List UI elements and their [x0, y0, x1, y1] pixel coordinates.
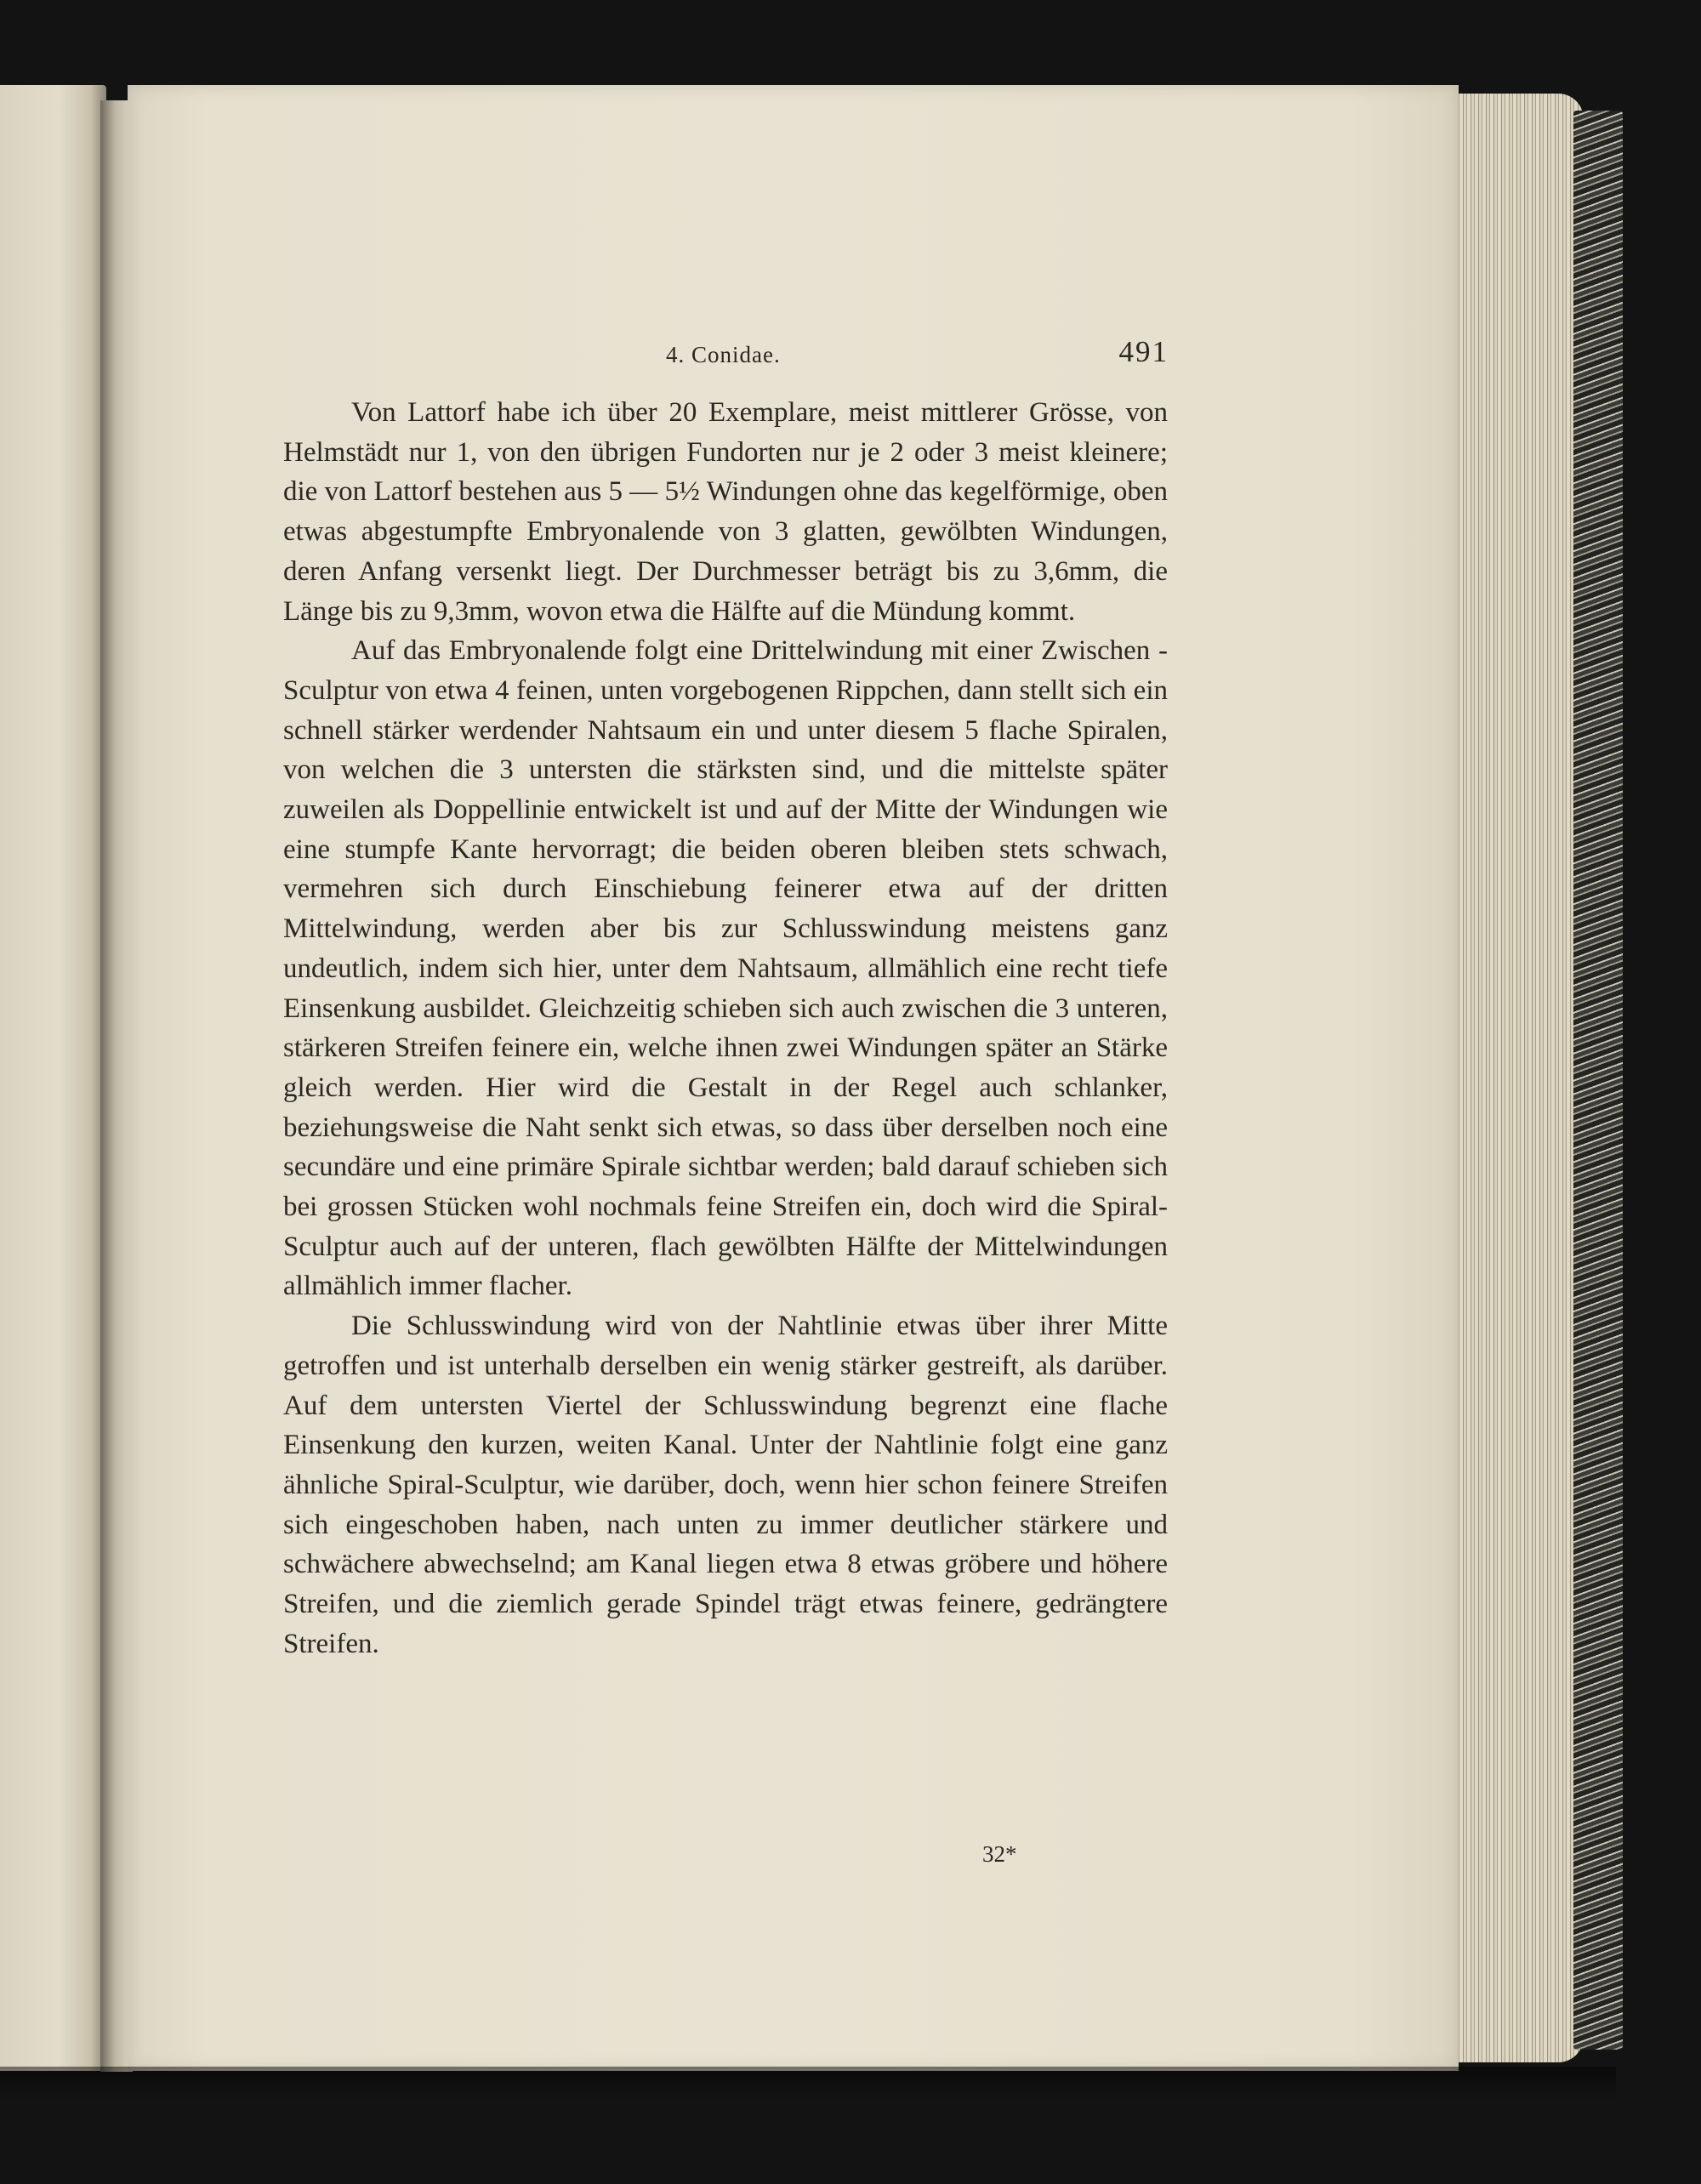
printer-signature: 32* [982, 1841, 1017, 1867]
paragraph-1: Von Lattorf habe ich über 20 Exemplare, meist mittlerer Grösse, von Helmstädt nur 1, von den übrigen Fundorten nur je 2 oder 3 meist kleinere; die von Lattorf bestehen aus 5 — 5½ Windungen ohne das kegelförmige, oben etwas abgestumpfte Embryonalende von 3 glatten, gewölbten Windungen, deren Anfang versenkt liegt. Der Durchmesser beträgt bis zu 3,6mm, die Länge bis zu 9,3mm, wovon etwa die Hälfte auf die Mündung kommt. [283, 397, 1168, 627]
page-stack-edges [1456, 94, 1584, 2062]
body-text [283, 393, 1168, 1664]
marbled-cover-edge [1573, 111, 1623, 2050]
running-title: 4. Conidae. [666, 342, 781, 367]
page-number: 491 [1118, 335, 1169, 368]
left-page-edge [0, 85, 106, 2071]
page-header [279, 330, 1169, 381]
bottom-shadow [0, 2067, 1616, 2101]
paragraph-2: Auf das Embryonalende folgt eine Drittelwindung mit einer Zwischen - Sculptur von etwa 4 feinen, unten vorgebogenen Rippchen, dann stellt sich ein schnell stärker werdender Nahtsaum ein und unter diesem 5 flache Spiralen, von welchen die 3 untersten die stärksten sind, und die mittelste später zuweilen als Doppellinie entwickelt ist und auf der Mitte der Windungen wie eine stumpfe Kante hervorragt; die beiden oberen bleiben stets schwach, vermehren sich durch Einschiebung feinerer etwa auf der dritten Mittelwindung, werden aber bis zur Schlusswindung meistens ganz undeutlich, indem sich hier, unter dem Nahtsaum, allmählich eine recht tiefe Einsenkung ausbildet. Gleichzeitig schieben sich auch zwischen die 3 unteren, stärkeren Streifen feinere ein, welche ihnen zwei Windungen später an Stärke gleich werden. Hier wird die Gestalt in der Regel auch schlanker, beziehungsweise die Naht senkt sich etwas, so dass über derselben noch eine secundäre und eine primäre Spirale sichtbar werden; bald darauf schieben sich bei grossen Stücken wohl nochmals feine Streifen ein, doch wird die Spiral-Sculptur auch auf der unteren, flach gewölbten Hälfte der Mittelwindungen allmählich immer flacher. [283, 635, 1168, 1302]
paragraph-3: Die Schlusswindung wird von der Nahtlinie etwas über ihrer Mitte getroffen und ist unterhalb derselben ein wenig stärker gestreift, als darüber. Auf dem untersten Viertel der Schlusswindung begrenzt eine flache Einsenkung den kurzen, weiten Kanal. Unter der Nahtlinie folgt eine ganz ähnliche Spiral-Sculptur, wie darüber, doch, wenn hier schon feinere Streifen sich eingeschoben haben, nach unten zu immer deutlicher stärkere und schwächere abwechselnd; am Kanal liegen etwa 8 etwas gröbere und höhere Streifen, und die ziemlich gerade Spindel trägt etwas feinere, gedrängtere Streifen. [283, 1311, 1168, 1659]
